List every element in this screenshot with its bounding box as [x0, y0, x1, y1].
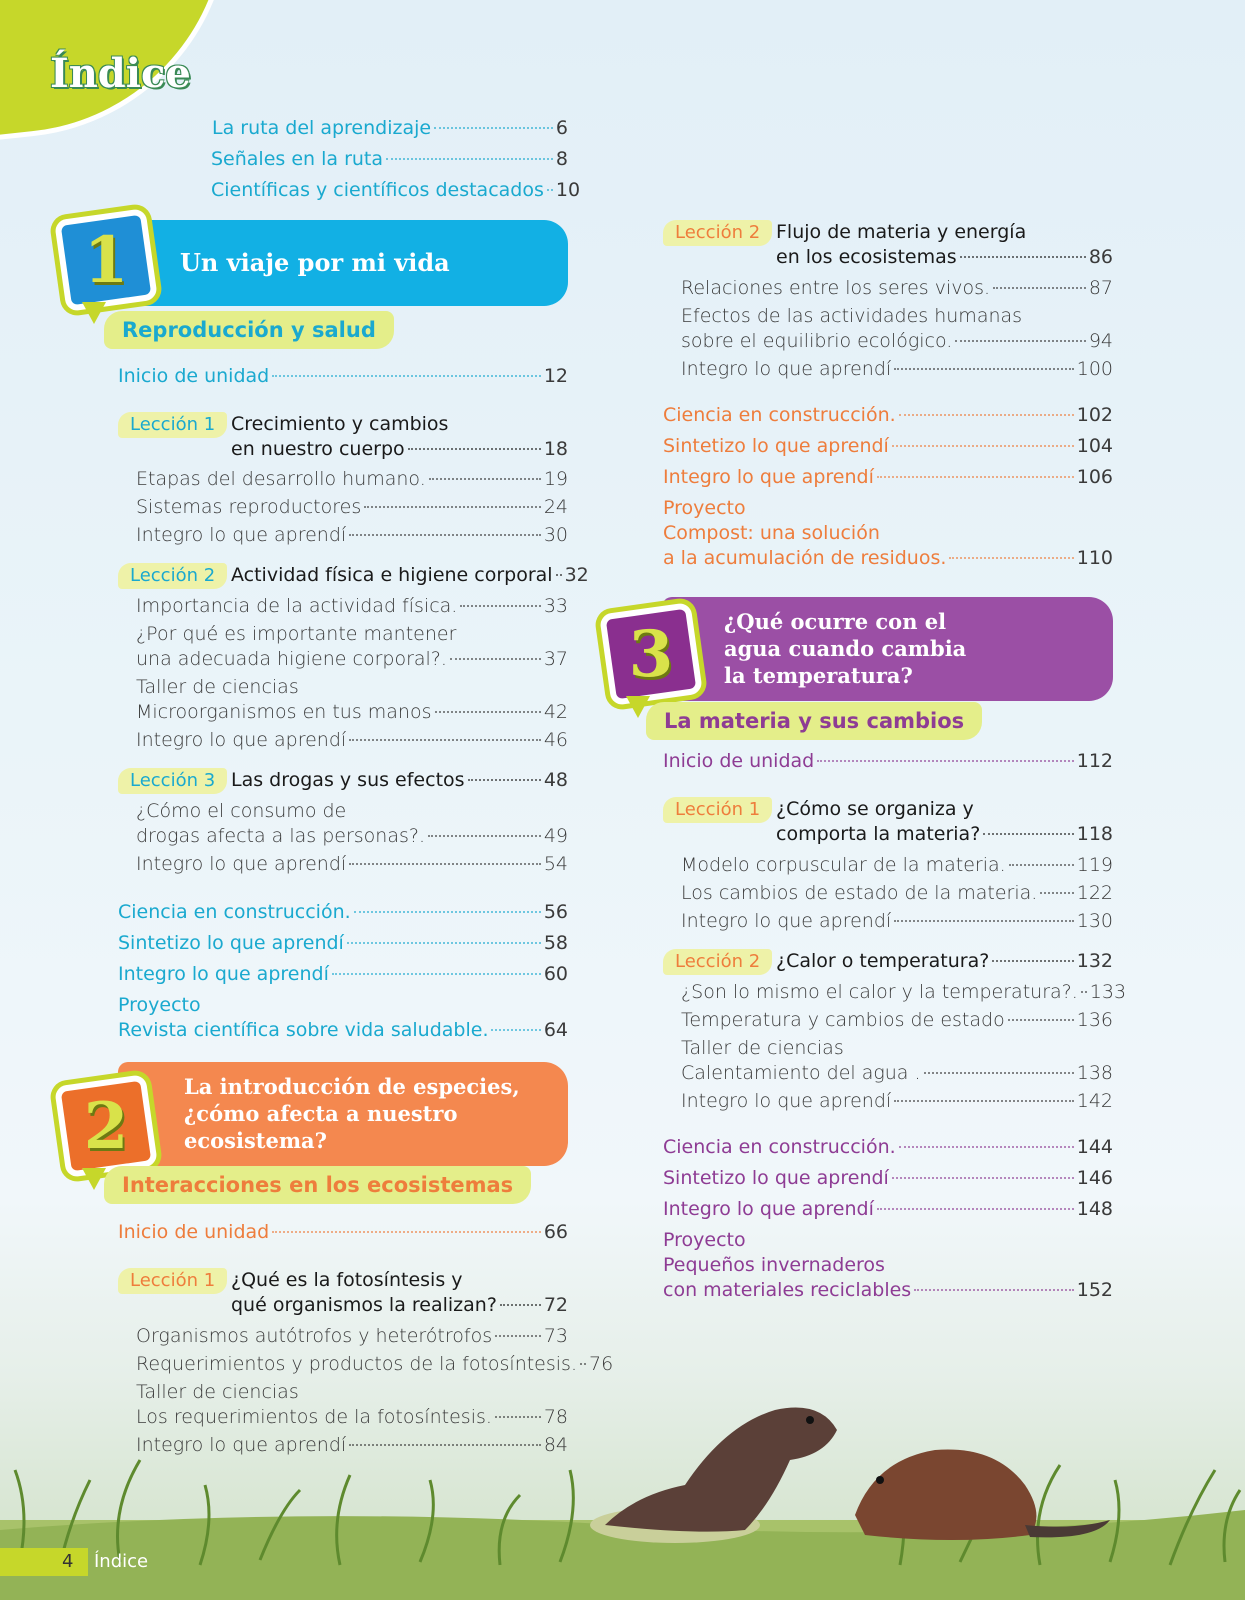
toc-entry[interactable]: Integro lo que aprendí 148	[663, 1198, 1113, 1220]
toc-entry[interactable]: drogas afecta a las personas?. 49	[136, 825, 568, 847]
unit-3-title-line: la temperatura?	[724, 663, 913, 688]
lesson-badge: Lección 2	[663, 949, 772, 975]
unit-3-title-line: agua cuando cambia	[724, 636, 967, 661]
unit-1-badge: 1	[54, 208, 158, 312]
proyecto-line: Compost: una solución	[663, 522, 880, 544]
lesson-title: Flujo de materia y energía	[776, 221, 1027, 243]
unit-2-title-line: La introducción de especies,	[184, 1074, 520, 1099]
toc-entry[interactable]: Importancia de la actividad física. 33	[136, 595, 568, 617]
lesson-title: Crecimiento y cambios	[231, 413, 449, 435]
proyecto-label: Proyecto	[118, 994, 201, 1016]
toc-entry[interactable]: Integro lo que aprendí 130	[681, 910, 1113, 932]
toc-entry[interactable]: Integro lo que aprendí 46	[136, 729, 568, 751]
unit-3-badge: 3	[599, 602, 703, 706]
toc-entry[interactable]: Sintetizo lo que aprendí 104	[663, 435, 1113, 457]
toc-entry[interactable]: Inicio de unidad 66	[118, 1221, 568, 1243]
toc-entry[interactable]: Integro lo que aprendí 100	[681, 358, 1113, 380]
toc-entry[interactable]: Revista científica sobre vida saludable. 64	[118, 1019, 568, 1041]
toc-entry[interactable]: una adecuada higiene corporal?. 37	[136, 648, 568, 670]
toc-line: Taller de ciencias	[136, 1381, 299, 1403]
toc-entry[interactable]: Sintetizo lo que aprendí 58	[118, 932, 568, 954]
toc-entry[interactable]: Etapas del desarrollo humano. 19	[136, 468, 568, 490]
unit-1-subtitle: Reproducción y salud	[104, 311, 394, 349]
toc-line: ¿Cómo el consumo de	[136, 800, 347, 822]
toc-entry[interactable]: ¿Son lo mismo el calor y la temperatura?. 133	[681, 981, 1127, 1003]
toc-entry[interactable]: a la acumulación de residuos. 110	[663, 547, 1113, 569]
toc-entry[interactable]: Microorganismos en tus manos 42	[136, 701, 568, 723]
toc-entry[interactable]: Ciencia en construcción. 56	[118, 901, 568, 923]
unit-1-title: Un viaje por mi vida	[180, 248, 450, 277]
toc-line: Efectos de las actividades humanas	[681, 305, 1023, 327]
lesson-title: ¿Cómo se organiza y	[776, 798, 974, 820]
page-title: Índice	[50, 50, 191, 97]
toc-entry[interactable]: La ruta del aprendizaje 6	[212, 117, 568, 139]
toc-entry[interactable]: Calentamiento del agua . 138	[681, 1062, 1113, 1084]
lesson-badge: Lección 2	[663, 220, 772, 246]
unit-2-banner	[118, 1062, 568, 1166]
toc-entry[interactable]: Relaciones entre los seres vivos. 87	[681, 277, 1113, 299]
toc-entry[interactable]: Integro lo que aprendí 84	[136, 1434, 568, 1456]
toc-entry[interactable]: Ciencia en construcción. 144	[663, 1136, 1113, 1158]
proyecto-label: Proyecto	[663, 1229, 746, 1251]
toc-entry[interactable]: en nuestro cuerpo 18	[231, 438, 568, 460]
toc-entry[interactable]: Inicio de unidad 112	[663, 750, 1113, 772]
toc-entry[interactable]: con materiales reciclables 152	[663, 1279, 1113, 1301]
toc-entry[interactable]: sobre el equilibrio ecológico. 94	[681, 330, 1113, 352]
toc-entry[interactable]: Integro lo que aprendí 106	[663, 466, 1113, 488]
toc-entry[interactable]: Actividad física e higiene corporal 32	[231, 564, 589, 586]
toc-entry[interactable]: Modelo corpuscular de la materia. 119	[681, 854, 1113, 876]
toc-entry[interactable]: Inicio de unidad 12	[118, 365, 568, 387]
toc-entry[interactable]: Requerimientos y productos de la fotosíntesis. 76	[136, 1353, 614, 1375]
toc-entry[interactable]: Integro lo que aprendí 54	[136, 853, 568, 875]
unit-2-badge: 2	[54, 1074, 158, 1178]
unit-1-banner	[118, 220, 568, 306]
toc-entry[interactable]: comporta la materia? 118	[776, 823, 1113, 845]
unit-2-subtitle: Interacciones en los ecosistemas	[104, 1166, 531, 1204]
toc-entry[interactable]: en los ecosistemas 86	[776, 246, 1113, 268]
badge-tail	[82, 302, 106, 324]
page-number: 4	[62, 1551, 74, 1572]
lesson-badge: Lección 2	[118, 563, 227, 589]
proyecto-label: Proyecto	[663, 497, 746, 519]
lesson-title: ¿Qué es la fotosíntesis y	[231, 1269, 463, 1291]
lesson-badge: Lección 1	[118, 412, 227, 438]
toc-entry[interactable]: ¿Calor o temperatura? 132	[776, 950, 1113, 972]
otter-and-beaver-illustration	[575, 1385, 1115, 1560]
lesson-badge: Lección 3	[118, 768, 227, 794]
footer-label: Índice	[94, 1551, 149, 1572]
badge-tail	[82, 1168, 106, 1190]
toc-entry[interactable]: Organismos autótrofos y heterótrofos 73	[136, 1325, 568, 1347]
toc-line: Taller de ciencias	[681, 1037, 844, 1059]
unit-3-subtitle: La materia y sus cambios	[646, 702, 982, 740]
toc-entry[interactable]: Los requerimientos de la fotosíntesis. 78	[136, 1406, 568, 1428]
footer-bar	[0, 1548, 88, 1576]
unit-3-banner	[662, 597, 1113, 701]
lesson-badge: Lección 1	[663, 797, 772, 823]
unit-2-title-line: ¿cómo afecta a nuestro	[184, 1101, 458, 1126]
toc-entry[interactable]: Los cambios de estado de la materia. 122	[681, 882, 1113, 904]
toc-entry[interactable]: Ciencia en construcción. 102	[663, 404, 1113, 426]
toc-entry[interactable]: Sintetizo lo que aprendí 146	[663, 1167, 1113, 1189]
toc-entry[interactable]: qué organismos la realizan? 72	[231, 1294, 568, 1316]
proyecto-line: Pequeños invernaderos	[663, 1254, 885, 1276]
toc-entry[interactable]: Señales en la ruta 8	[211, 148, 568, 170]
toc-entry[interactable]: Integro lo que aprendí 142	[681, 1090, 1113, 1112]
toc-line: Taller de ciencias	[136, 676, 299, 698]
toc-line: ¿Por qué es importante mantener	[136, 623, 457, 645]
toc-entry[interactable]: Integro lo que aprendí 30	[136, 524, 568, 546]
toc-entry[interactable]: Temperatura y cambios de estado 136	[681, 1009, 1113, 1031]
unit-3-title-line: ¿Qué ocurre con el	[724, 609, 947, 634]
toc-entry[interactable]: Sistemas reproductores 24	[136, 496, 568, 518]
lesson-badge: Lección 1	[118, 1268, 227, 1294]
toc-entry[interactable]: Integro lo que aprendí 60	[118, 963, 568, 985]
toc-entry[interactable]: Las drogas y sus efectos 48	[231, 769, 568, 791]
toc-entry[interactable]: Científicas y científicos destacados 10	[211, 179, 581, 201]
unit-2-title-line: ecosistema?	[184, 1128, 327, 1153]
